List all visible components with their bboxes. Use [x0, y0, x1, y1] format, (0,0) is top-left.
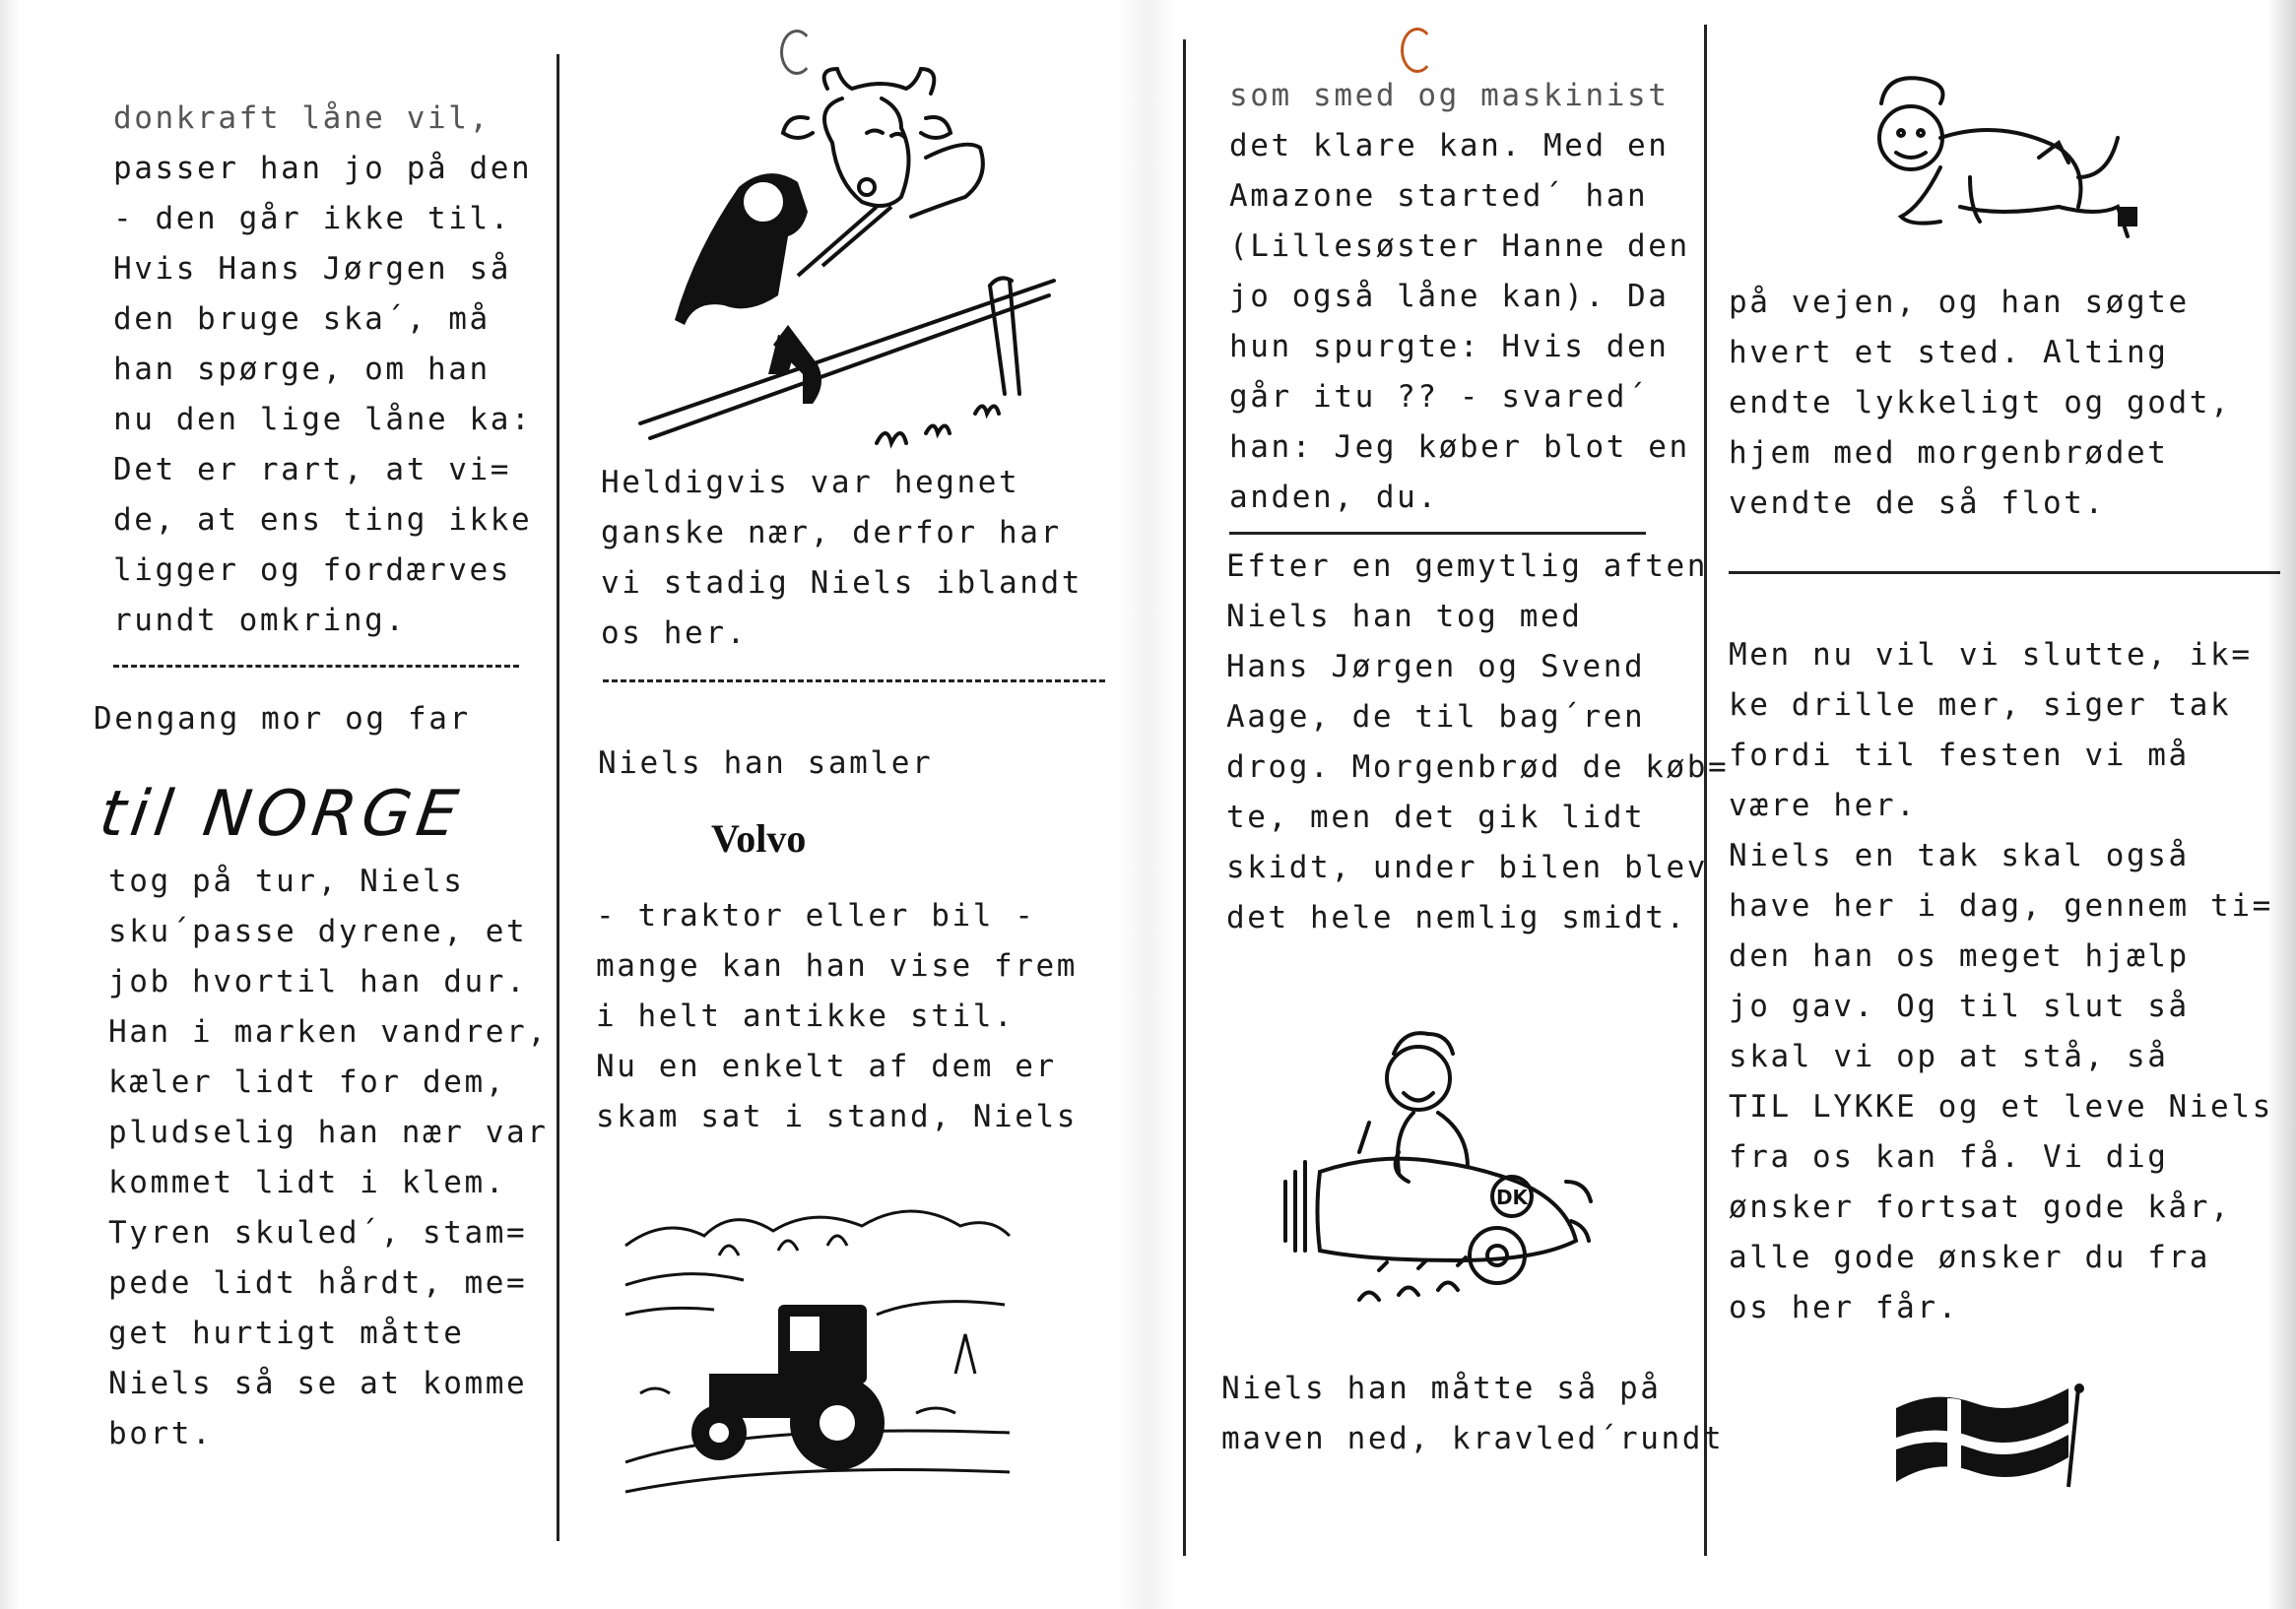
verse-line: ligger og fordærves [113, 552, 512, 588]
verse-line: ke drille mer, siger tak [1729, 687, 2232, 723]
man-crawling-illustration [1842, 59, 2157, 286]
verse-line: Nu en enkelt af dem er [596, 1049, 1057, 1084]
column-3-verse-a [1229, 71, 1690, 523]
verse-line: Amazone started´ han [1229, 178, 1649, 214]
title-volvo: Volvo [711, 816, 807, 861]
column-1-verse-a [113, 94, 532, 646]
verse-line: mange kan han vise frem [596, 948, 1079, 984]
verse-line: det hele nemlig smidt. [1226, 900, 1687, 935]
verse-line: get hurtigt måtte [108, 1316, 465, 1351]
car-badge: DK [1495, 1186, 1529, 1209]
verse-line: Niels så se at komme [108, 1366, 528, 1401]
verse-line: Niels han måtte så på [1221, 1371, 1662, 1406]
verse-line: han spørge, om han [113, 352, 491, 387]
verse-line: går itu ?? - svared´ [1229, 379, 1649, 415]
verse-line: den bruge ska´, må [113, 301, 491, 337]
column-2-verse-b [596, 891, 1078, 1142]
section-divider [1729, 571, 2280, 574]
verse-line: Niels en tak skal også [1729, 838, 2190, 873]
paper-fold [1118, 0, 1177, 1609]
verse-line: være her. [1729, 788, 1918, 823]
column-2-intro [598, 739, 933, 789]
intro-line: Niels han samler [598, 745, 934, 781]
verse-line: (Lillesøster Hanne den [1229, 228, 1690, 264]
verse-line: pede lidt hårdt, me= [108, 1265, 528, 1301]
verse-line: alle gode ønsker du fra [1729, 1240, 2211, 1275]
column-4-verse-b [1729, 630, 2273, 1333]
danish-flag-illustration [1886, 1384, 2093, 1492]
verse-line: på vejen, og han søgte [1729, 285, 2190, 320]
verse-line: hjem med morgenbrødet [1729, 435, 2169, 471]
verse-line: job hvortil han dur. [108, 964, 528, 999]
verse-line: jo også låne kan). Da [1229, 279, 1670, 314]
section-divider [1229, 532, 1646, 535]
verse-line: fra os kan få. Vi dig [1729, 1139, 2169, 1175]
verse-line: hun spurgte: Hvis den [1229, 329, 1670, 364]
verse-line: os her. [601, 615, 748, 651]
verse-line: Heldigvis var hegnet [601, 465, 1020, 500]
verse-line: pludselig han nær var [108, 1115, 549, 1150]
verse-line: den han os meget hjælp [1729, 938, 2190, 974]
verse-line: nu den lige låne ka: [113, 402, 533, 437]
verse-line: kæler lidt for dem, [108, 1064, 507, 1100]
verse-line: Hvis Hans Jørgen så [113, 251, 512, 287]
verse-line: maven ned, kravled´rundt [1221, 1421, 1725, 1456]
verse-line: jo gav. Og til slut så [1729, 989, 2190, 1024]
column-3-verse-b [1226, 542, 1729, 943]
verse-line: drog. Morgenbrød de køb= [1226, 749, 1730, 785]
cow-and-man-on-fence-illustration [630, 59, 1064, 463]
verse-line: sku´passe dyrene, et [108, 914, 528, 949]
verse-line: bort. [108, 1416, 214, 1451]
verse-line: skal vi op at stå, så [1729, 1039, 2169, 1074]
verse-line: ganske nær, derfor har [601, 515, 1062, 550]
verse-line: i helt antikke stil. [596, 998, 1016, 1034]
verse-line: - traktor eller bil - [596, 898, 1036, 933]
column-2-verse-a [601, 458, 1082, 659]
verse-line: han: Jeg køber blot en [1229, 429, 1690, 465]
verse-line: te, men det gik lidt [1226, 800, 1646, 835]
verse-line: Det er rart, at vi= [113, 452, 512, 487]
verse-line: ønsker fortsat gode kår, [1729, 1190, 2232, 1225]
verse-line: donkraft låne vil, [113, 100, 491, 136]
column-3-verse-c [1221, 1364, 1724, 1464]
verse-line: anden, du. [1229, 480, 1439, 515]
verse-line: tog på tur, Niels [108, 864, 465, 899]
verse-line: endte lykkeligt og godt, [1729, 385, 2232, 420]
column-4-verse-a [1729, 278, 2231, 529]
column-1-verse-b [108, 857, 549, 1459]
verse-line: Tyren skuled´, stam= [108, 1215, 528, 1251]
column-divider-1 [557, 54, 559, 1541]
verse-line: som smed og maskinist [1229, 78, 1670, 113]
verse-line: Men nu vil vi slutte, ik= [1729, 637, 2253, 673]
verse-line: have her i dag, gennem ti= [1729, 888, 2273, 924]
man-in-car-illustration [1280, 1024, 1606, 1310]
verse-line: passer han jo på den [113, 151, 533, 186]
verse-line: skidt, under bilen blev [1226, 850, 1709, 885]
verse-line: fordi til festen vi må [1729, 738, 2190, 773]
verse-line: Efter en gemytlig aften [1226, 548, 1709, 584]
verse-line: det klare kan. Med en [1229, 128, 1670, 163]
verse-line: Niels han tog med [1226, 599, 1583, 634]
title-til-norge: til NORGE [95, 778, 468, 851]
verse-line: skam sat i stand, Niels [596, 1099, 1079, 1134]
paper-edge-left [0, 0, 20, 1609]
verse-line: Han i marken vandrer, [108, 1014, 549, 1050]
section-divider [113, 665, 519, 668]
verse-line: vendte de så flot. [1729, 485, 2106, 521]
column-divider-2 [1183, 39, 1186, 1556]
verse-line: Hans Jørgen og Svend [1226, 649, 1646, 684]
tractor-illustration [621, 1196, 1015, 1502]
punch-hole-right [1401, 28, 1434, 73]
intro-line: Dengang mor og far [94, 701, 471, 737]
verse-line: Aage, de til bag´ren [1226, 699, 1646, 735]
section-divider [603, 679, 1105, 682]
verse-line: de, at ens ting ikke [113, 502, 533, 538]
verse-line: rundt omkring. [113, 603, 407, 638]
verse-line: - den går ikke til. [113, 201, 512, 236]
column-1-intro [94, 694, 471, 744]
verse-line: kommet lidt i klem. [108, 1165, 507, 1200]
verse-line: os her får. [1729, 1290, 1959, 1325]
verse-line: vi stadig Niels iblandt [601, 565, 1083, 601]
verse-line: hvert et sted. Alting [1729, 335, 2169, 370]
verse-line: TIL LYKKE og et leve Niels [1729, 1089, 2273, 1125]
